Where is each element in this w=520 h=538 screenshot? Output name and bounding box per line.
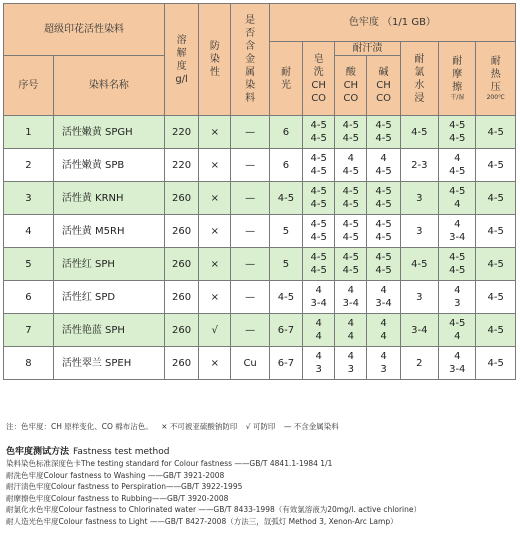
cell-dye-name: 活性嫩黄 SPGH [53,116,164,149]
header-alkali: 碱 CH CO [367,56,400,116]
cell-soap-value: 4 [315,351,322,362]
header-hotpress: 耐 热 压 200℃ [476,42,516,116]
cell-light: 4-5 [269,281,302,314]
cell-dye-name: 活性黄 M5RH [53,215,164,248]
method-line: 耐汗渍色牢度Colour fastness to Perspiration——GB/T 3922-1995 [6,482,243,492]
cell-acid-value: 4 [347,285,355,296]
cell-soap [303,281,335,314]
table-row [4,314,516,347]
cell-acid [335,149,367,182]
cell-rubbing-value: 4-5 [449,186,466,197]
cell-alkali-value: 4 [380,285,387,296]
cell-soap-value: 4-5 [310,186,327,197]
cell-light: 6-7 [269,314,302,347]
fastness-table [3,3,516,380]
cell-soap [303,116,335,149]
cell-solubility: 260 [164,347,198,380]
cell-alkali-value: 4-5 [375,133,392,144]
cell-antistain: × [199,248,231,281]
header-seq: 序号 [4,56,54,116]
cell-alkali-value: 4-5 [375,186,392,197]
cell-hotpress: 4-5 [476,149,516,182]
header-name: 染料名称 [53,56,164,116]
cell-acid [335,347,367,380]
cell-alkali [367,347,400,380]
cell-chlorine: 2-3 [400,149,438,182]
table-row [4,215,516,248]
cell-alkali-value: 4-5 [375,166,392,177]
cell-rubbing [439,215,476,248]
table-title: 超级印花活性染料 [4,4,165,56]
cell-acid-value: 4-5 [342,120,359,131]
cell-solubility: 260 [164,281,198,314]
cell-soap-value: 4-5 [310,153,327,164]
header-metal: 是 否 含 金 属 染 料 [231,4,269,116]
header-antistain: 防 染 性 [199,4,231,116]
cell-rubbing-value: 4 [454,219,461,230]
cell-acid [335,314,367,347]
cell-alkali [367,116,400,149]
cell-seq: 8 [4,347,54,380]
cell-dye-name: 活性翠兰 SPEH [53,347,164,380]
cell-alkali-value: 4-5 [375,265,392,276]
method-line: 耐洗色牢度Colour fastness to Washing ——GB/T 3921-2008 [6,470,225,480]
cell-rubbing [439,248,476,281]
header-fastness-group: 色牢度 （1/1 GB） [269,4,515,42]
cell-antistain: × [199,149,231,182]
cell-rubbing-value: 4 [454,351,461,362]
data-rows [4,116,516,380]
cell-seq: 6 [4,281,54,314]
cell-solubility: 260 [164,215,198,248]
header-rubbing: 耐 摩 擦 干/湿 [439,42,476,116]
cell-alkali [367,248,400,281]
cell-rubbing-value: 4 [454,153,461,164]
cell-solubility: 260 [164,248,198,281]
note-color: 注：色牢度：CH 原样变化、CO 棉布沾色。 [6,422,153,431]
table-row [4,347,516,380]
header-light: 耐 光 [269,42,302,116]
cell-alkali-value: 4 [380,331,387,342]
cell-soap-value: 4-5 [310,219,327,230]
cell-chlorine: 3 [400,182,438,215]
header-solubility: 溶 解 度 g/l [164,4,198,116]
cell-rubbing-value: 3 [454,298,461,309]
cell-antistain: × [199,116,231,149]
cell-chlorine: 4-5 [400,248,438,281]
cell-antistain: × [199,347,231,380]
cell-soap [303,215,335,248]
cell-soap-value: 4-5 [310,120,327,131]
cell-acid-value: 4-5 [342,199,359,210]
table-row [4,116,516,149]
cell-hotpress: 4-5 [476,314,516,347]
cell-light: 6 [269,149,302,182]
note-check: √ 可防印 [245,422,276,431]
cell-acid [335,116,367,149]
cell-seq: 1 [4,116,54,149]
cell-solubility: 220 [164,149,198,182]
cell-hotpress: 4-5 [476,248,516,281]
cell-acid-value: 4-5 [342,133,359,144]
cell-alkali-value: 4 [380,318,387,329]
cell-hotpress: 4-5 [476,347,516,380]
cell-antistain: × [199,182,231,215]
cell-alkali [367,149,400,182]
cell-antistain: × [199,281,231,314]
cell-soap [303,149,335,182]
cell-antistain: × [199,215,231,248]
cell-seq: 2 [4,149,54,182]
cell-rubbing [439,116,476,149]
cell-soap-value: 4 [315,285,322,296]
header-acid: 酸 CH CO [335,56,367,116]
cell-hotpress: 4-5 [476,116,516,149]
note-cross: × 不可被亚硫酸钠防印 [161,422,238,431]
cell-acid-value: 4-5 [342,232,359,243]
cell-rubbing-value: 4-5 [449,133,466,144]
cell-acid-value: 4-5 [342,166,359,177]
cell-acid [335,248,367,281]
table-row [4,182,516,215]
cell-soap [303,248,335,281]
cell-dye-name: 活性红 SPD [53,281,164,314]
cell-seq: 4 [4,215,54,248]
cell-soap-value: 4-5 [310,166,327,177]
cell-alkali-value: 4 [380,351,387,362]
cell-rubbing-value: 4-5 [449,265,466,276]
cell-solubility: 220 [164,116,198,149]
cell-rubbing-value: 4-5 [449,318,466,329]
cell-soap-value: 3 [315,364,322,375]
cell-rubbing-value: 4-5 [449,120,466,131]
method-line: 耐摩擦色牢度Colour fastness to Rubbing——GB/T 3920-2008 [6,493,229,503]
note-dash: — 不含金属染料 [283,422,339,431]
cell-alkali-value: 4-5 [375,232,392,243]
cell-acid-value: 4-5 [342,219,359,230]
cell-soap-value: 4-5 [310,232,327,243]
method-line: 耐人造光色牢度Colour fastness to Light ——GB/T 8427-2008（方法三，氙弧灯 Method 3, Xenon-Arc Lamp） [6,516,398,526]
cell-soap-value: 4-5 [310,265,327,276]
cell-solubility: 260 [164,182,198,215]
cell-metal: — [231,215,269,248]
cell-rubbing [439,182,476,215]
cell-rubbing-value: 3-4 [449,364,466,375]
cell-rubbing [439,149,476,182]
cell-soap-value: 3-4 [310,298,327,309]
cell-metal: — [231,182,269,215]
cell-rubbing-value: 4-5 [449,166,466,177]
cell-chlorine: 3 [400,281,438,314]
method-title: 色牢度测试方法 Fastness test method [6,447,170,457]
cell-metal: — [231,149,269,182]
cell-metal: — [231,116,269,149]
cell-metal: Cu [231,347,269,380]
cell-alkali-value: 4-5 [375,252,392,263]
cell-chlorine: 3 [400,215,438,248]
cell-soap-value: 4 [315,331,322,342]
method-line: 染料染色标准深度色卡The testing standard for Colour fastness ——GB/T 4841.1-1984 1/1 [6,459,333,468]
cell-acid-value: 4 [347,318,355,329]
cell-rubbing-value: 4 [454,285,461,296]
cell-soap [303,314,335,347]
header-soap: 皂 洗 CH CO [303,42,335,116]
cell-rubbing-value: 4 [454,331,461,342]
cell-acid-value: 4-5 [342,265,359,276]
table-row [4,281,516,314]
cell-rubbing [439,347,476,380]
cell-alkali-value: 4 [380,153,387,164]
cell-acid [335,215,367,248]
cell-alkali-value: 3 [380,364,387,375]
cell-acid-value: 3-4 [342,298,359,309]
header-perspiration: 耐汗渍 [335,42,400,56]
cell-rubbing [439,281,476,314]
cell-alkali [367,215,400,248]
cell-alkali-value: 4-5 [375,120,392,131]
cell-chlorine: 3-4 [400,314,438,347]
cell-hotpress: 4-5 [476,215,516,248]
cell-alkali-value: 3-4 [375,298,392,309]
cell-acid [335,182,367,215]
cell-seq: 5 [4,248,54,281]
cell-hotpress: 4-5 [476,182,516,215]
cell-alkali-value: 4-5 [375,219,392,230]
cell-light: 6 [269,116,302,149]
cell-acid-value: 4-5 [342,252,359,263]
cell-acid-value: 3 [347,364,355,375]
cell-soap [303,182,335,215]
method-line: 耐氯化水色牢度Colour fastness to Chlorinated water ——GB/T 8433-1998（有效氯溶液为20mg/l. active chlorine） [6,505,421,515]
cell-dye-name: 活性艳蓝 SPH [53,314,164,347]
table-row [4,149,516,182]
cell-acid-value: 4 [347,331,355,342]
cell-soap-value: 4-5 [310,133,327,144]
cell-rubbing-value: 4 [454,199,461,210]
cell-rubbing [439,314,476,347]
cell-dye-name: 活性红 SPH [53,248,164,281]
cell-rubbing-value: 3-4 [449,232,466,243]
cell-chlorine: 4-5 [400,116,438,149]
table-row [4,248,516,281]
cell-soap-value: 4-5 [310,252,327,263]
cell-light: 5 [269,248,302,281]
cell-seq: 7 [4,314,54,347]
cell-chlorine: 2 [400,347,438,380]
cell-alkali [367,281,400,314]
cell-acid-value: 4 [347,153,355,164]
cell-light: 6-7 [269,347,302,380]
header-row-1 [4,4,516,42]
cell-light: 5 [269,215,302,248]
cell-acid-value: 4 [347,351,355,362]
cell-soap-value: 4 [315,318,322,329]
cell-acid [335,281,367,314]
method-list [6,458,516,528]
cell-antistain: √ [199,314,231,347]
cell-acid-value: 4-5 [342,186,359,197]
cell-dye-name: 活性黄 KRNH [53,182,164,215]
cell-rubbing-value: 4-5 [449,252,466,263]
cell-soap [303,347,335,380]
header-chlorine: 耐 氯 水 浸 [400,42,438,116]
cell-alkali [367,314,400,347]
cell-metal: — [231,248,269,281]
legend-notes [6,421,516,432]
cell-alkali-value: 4-5 [375,199,392,210]
cell-soap-value: 4-5 [310,199,327,210]
cell-light: 4-5 [269,182,302,215]
cell-metal: — [231,314,269,347]
cell-metal: — [231,281,269,314]
cell-alkali [367,182,400,215]
cell-hotpress: 4-5 [476,281,516,314]
cell-dye-name: 活性嫩黄 SPB [53,149,164,182]
cell-solubility: 260 [164,314,198,347]
cell-seq: 3 [4,182,54,215]
